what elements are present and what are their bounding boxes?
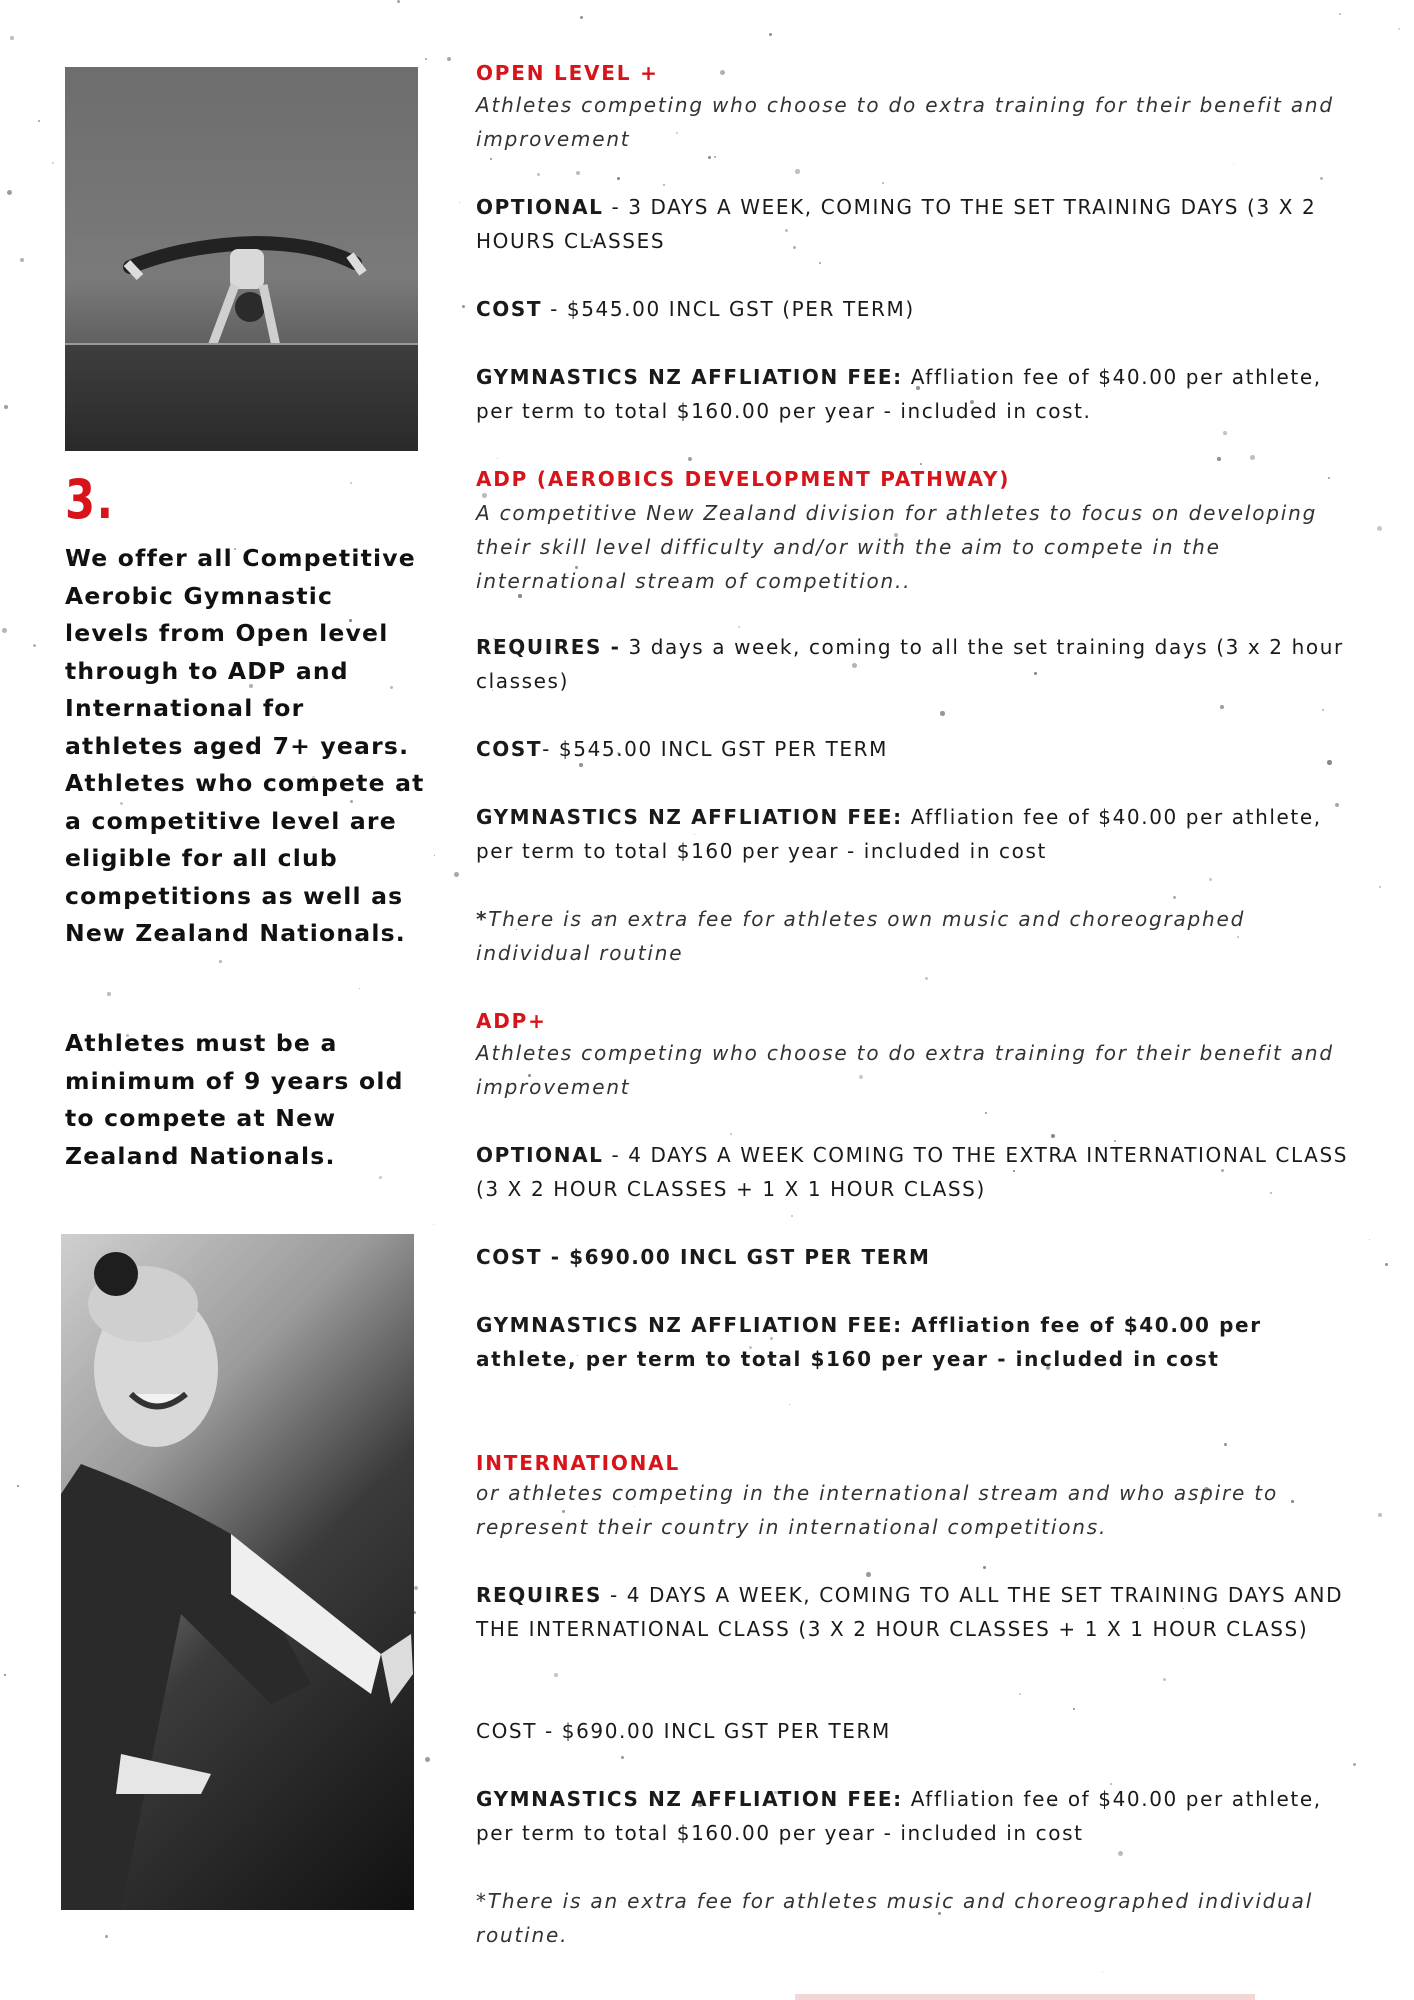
international-fee-label: GYMNASTICS NZ AFFLIATION FEE: <box>476 1787 903 1811</box>
speck <box>414 1586 418 1590</box>
speck <box>1322 709 1324 711</box>
speck <box>1378 1513 1382 1517</box>
speck <box>621 1756 624 1759</box>
speck <box>1118 1851 1123 1856</box>
speck <box>20 258 24 262</box>
speck <box>4 405 8 409</box>
speck <box>1217 457 1221 461</box>
speck <box>795 169 800 174</box>
speck <box>459 202 460 203</box>
speck <box>663 184 665 186</box>
gymnast-portrait-figure <box>61 1234 414 1910</box>
open-plus-fee-label: GYMNASTICS NZ AFFLIATION FEE: <box>476 365 903 389</box>
speck <box>219 960 222 963</box>
adp-cost <box>476 732 1356 766</box>
speck <box>107 992 111 996</box>
speck <box>105 1935 108 1938</box>
speck <box>454 872 459 877</box>
speck <box>1379 886 1381 888</box>
speck <box>7 190 12 195</box>
speck <box>580 16 583 19</box>
speck <box>925 977 928 980</box>
speck <box>1163 1678 1166 1681</box>
adp-description: A competitive New Zealand division for athletes to focus on developing their skill level difficulty and/or with the aim to compete in the international stream of competition.. <box>476 501 1318 593</box>
international-fee <box>476 1782 1356 1850</box>
speck <box>1377 526 1382 531</box>
smiling-gymnast-photo <box>61 1234 414 1910</box>
speck <box>447 57 451 61</box>
adp-note <box>476 902 1356 970</box>
adp-fee-text: Affliation fee of $40.00 per athlete, per term to total $160 per year - included in cost <box>476 805 1322 863</box>
speck <box>554 1673 558 1677</box>
open-plus-optional <box>476 190 1356 258</box>
intro-paragraph-levels: We offer all Competitive Aerobic Gymnastic levels from Open level through to ADP and International for athletes aged 7+ years. Athletes who compete at a competitive level are eligible for all club competitions as well as New Zealand Nationals. <box>65 544 425 947</box>
speck <box>1019 1693 1021 1695</box>
adp-fee-label: GYMNASTICS NZ AFFLIATION FEE: <box>476 805 903 829</box>
speck <box>1233 164 1234 165</box>
handstand-split-photo <box>65 67 418 451</box>
speck <box>617 177 620 180</box>
speck <box>1369 1239 1370 1240</box>
speck <box>434 855 435 856</box>
speck <box>4 1674 6 1676</box>
speck <box>940 711 945 716</box>
international-requires <box>476 1578 1356 1646</box>
speck <box>52 162 54 164</box>
adp-fee <box>476 800 1356 868</box>
adp-plus-optional <box>476 1138 1356 1206</box>
adp-plus-cost: COST - $690.00 INCL GST PER TERM <box>476 1245 931 1269</box>
speck <box>490 158 492 160</box>
international-description: or athletes competing in the international stream and who aspire to represent their country in international competitions. <box>476 1481 1278 1539</box>
speck <box>1220 705 1224 709</box>
international-requires-label: REQUIRES <box>476 1583 603 1607</box>
speck <box>1223 431 1227 435</box>
speck <box>350 482 352 484</box>
speck <box>10 36 14 40</box>
speck <box>1385 1263 1388 1266</box>
speck <box>462 305 465 308</box>
adp-plus-heading: ADP+ <box>476 1009 547 1033</box>
open-plus-optional-label: OPTIONAL <box>476 195 604 219</box>
speck <box>1209 878 1212 881</box>
footer-accent-bar <box>795 1994 1255 2000</box>
speck <box>1250 455 1255 460</box>
open-plus-fee <box>476 360 1356 428</box>
speck <box>497 458 498 459</box>
speck <box>33 644 36 647</box>
speck <box>433 1224 434 1225</box>
open-plus-optional-text: - 3 DAYS A WEEK, COMING TO THE SET TRAINING DAYS (3 X 2 HOURS CLASSES <box>476 195 1317 253</box>
speck <box>688 457 692 461</box>
international-cost: COST - $690.00 INCL GST PER TERM <box>476 1719 891 1743</box>
adp-cost-text: - $545.00 INCL GST PER TERM <box>542 737 889 761</box>
speck <box>1320 177 1323 180</box>
speck <box>819 262 821 264</box>
open-plus-fee-text: Affliation fee of $40.00 per athlete, per term to total $160.00 per year - included in cost. <box>476 365 1322 423</box>
speck <box>714 156 716 158</box>
adp-plus-optional-label: OPTIONAL <box>476 1143 604 1167</box>
intro-text <box>65 540 425 953</box>
speck <box>1353 1763 1356 1766</box>
speck <box>379 1176 382 1179</box>
intro-text-age <box>65 1025 425 1175</box>
open-plus-cost-label: COST <box>476 297 543 321</box>
adp-cost-label: COST <box>476 737 543 761</box>
speck <box>738 626 740 628</box>
adp-requires <box>476 630 1356 698</box>
speck <box>1339 13 1341 15</box>
speck <box>576 171 580 175</box>
speck <box>789 1404 790 1405</box>
adp-plus-fee: GYMNASTICS NZ AFFLIATION FEE: Affliation fee of $40.00 per athlete, per term to total $160 per year - included in cost <box>476 1313 1262 1371</box>
speck <box>985 1112 987 1114</box>
adp-note-text: There is an extra fee for athletes own music and choreographed individual routine <box>476 907 1246 965</box>
speck <box>791 1215 793 1217</box>
speck <box>983 1566 986 1569</box>
adp-requires-label: REQUIRES - <box>476 635 621 659</box>
speck <box>882 182 884 184</box>
speck <box>38 120 40 122</box>
international-note: *There is an extra fee for athletes music and choreographed individual routine. <box>476 1889 1314 1947</box>
international-heading: INTERNATIONAL <box>476 1451 680 1475</box>
open-plus-heading: OPEN LEVEL + <box>476 61 659 85</box>
adp-plus-optional-text: - 4 DAYS A WEEK COMING TO THE EXTRA INTERNATIONAL CLASS (3 X 2 HOUR CLASSES + 1 X 1 HOUR CLASS) <box>476 1143 1349 1201</box>
speck <box>537 173 540 176</box>
open-plus-cost-text: - $545.00 INCL GST (PER TERM) <box>542 297 915 321</box>
speck <box>1398 28 1400 30</box>
open-plus-cost <box>476 292 1356 326</box>
speck <box>425 58 427 60</box>
adp-plus-description: Athletes competing who choose to do extra training for their benefit and improvement <box>476 1041 1334 1099</box>
speck <box>708 156 711 159</box>
adp-note-star: * <box>476 907 489 931</box>
adp-heading: ADP (AEROBICS DEVELOPMENT PATHWAY) <box>476 467 1011 491</box>
speck <box>359 988 360 989</box>
section-number: 3. <box>65 468 115 531</box>
speck <box>425 1757 430 1762</box>
open-plus-description: Athletes competing who choose to do extra training for their benefit and improvement <box>476 93 1334 151</box>
speck <box>2 628 7 633</box>
adp-requires-text: 3 days a week, coming to all the set training days (3 x 2 hour classes) <box>476 635 1344 693</box>
speck <box>397 0 400 3</box>
intro-paragraph-age: Athletes must be a minimum of 9 years old to compete at New Zealand Nationals. <box>65 1029 404 1170</box>
international-requires-text: - 4 DAYS A WEEK, COMING TO ALL THE SET TRAINING DAYS AND THE INTERNATIONAL CLASS (3 X 2 HOUR CLASSES + 1 X 1 HOUR CLASS) <box>476 1583 1344 1641</box>
international-fee-text: Affliation fee of $40.00 per athlete, per term to total $160.00 per year - included in cost <box>476 1787 1322 1845</box>
speck <box>1102 1972 1103 1973</box>
speck <box>1073 1708 1075 1710</box>
speck <box>866 1572 871 1577</box>
speck <box>17 1485 19 1487</box>
speck <box>730 1133 732 1135</box>
speck <box>769 33 772 36</box>
speck <box>1173 896 1176 899</box>
